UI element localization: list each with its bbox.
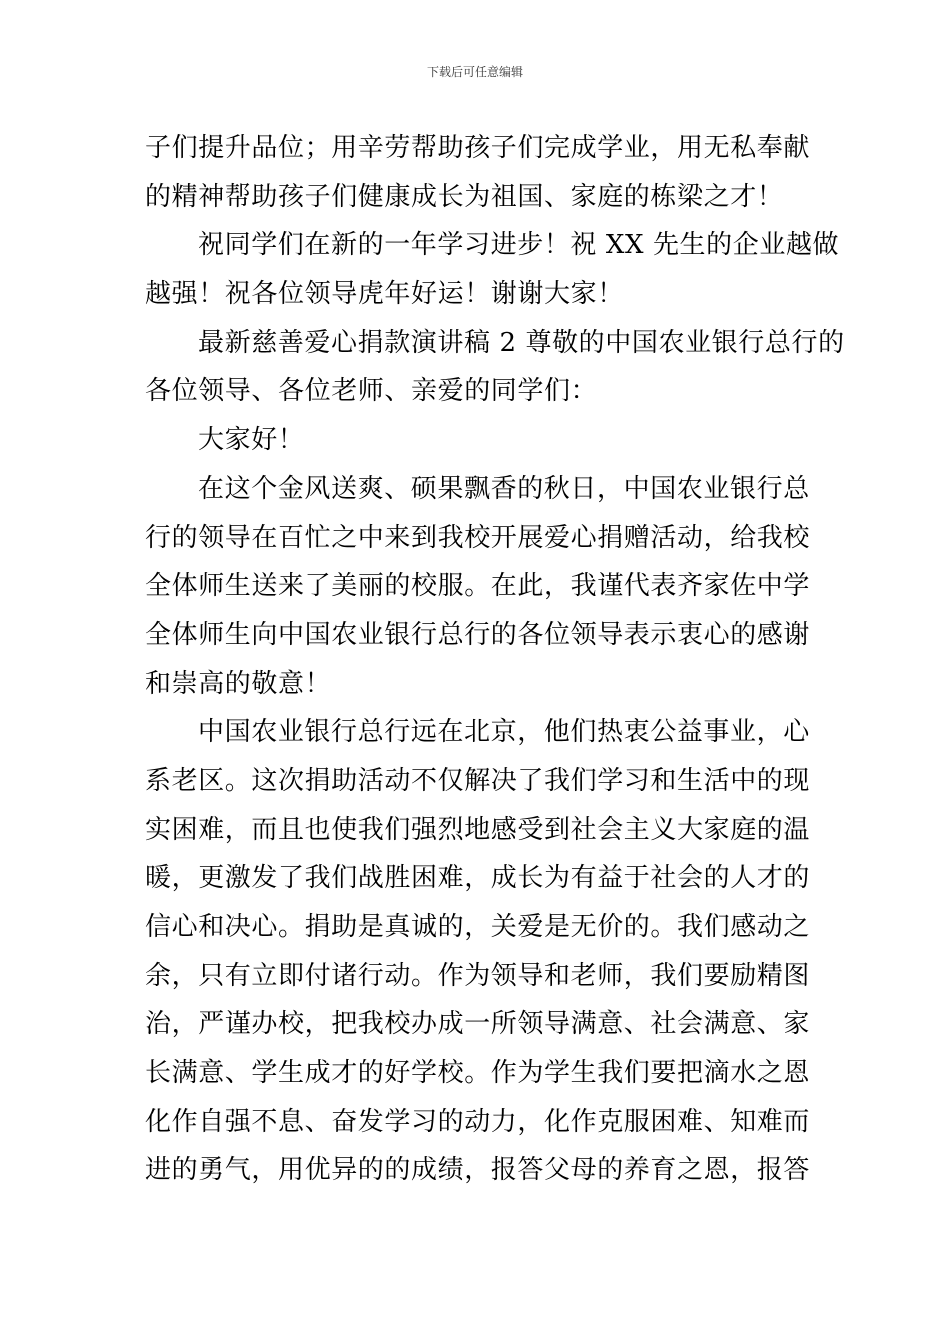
text-line: 的精神帮助孩子们健康成长为祖国、家庭的栋梁之才！ bbox=[145, 181, 784, 212]
text-line: 子们提升品位；用辛劳帮助孩子们完成学业，用无私奉献 bbox=[145, 133, 811, 163]
text-line: 长满意、学生成才的好学校。作为学生我们要把滴水之恩 bbox=[145, 1058, 811, 1089]
text-line: 治，严谨办校，把我校办成一所领导满意、社会满意、家 bbox=[145, 1009, 811, 1040]
text-line: 进的勇气，用优异的的成绩，报答父母的养育之恩，报答 bbox=[145, 1155, 811, 1186]
text-line: 实困难，而且也使我们强烈地感受到社会主义大家庭的温 bbox=[145, 814, 811, 845]
text-line: 全体师生送来了美丽的校服。在此，我谨代表齐家佐中学 bbox=[145, 571, 811, 602]
text-line: 全体师生向中国农业银行总行的各位领导表示衷心的感谢 bbox=[145, 619, 811, 650]
text-line: 中国农业银行总行远在北京，他们热衷公益事业，心 bbox=[198, 717, 810, 748]
text-line: 祝同学们在新的一年学习进步！祝 XX 先生的企业越做 bbox=[198, 230, 840, 261]
text-line: 最新慈善爱心捐款演讲稿 2 尊敬的中国农业银行总行的 bbox=[198, 327, 845, 358]
text-line: 行的领导在百忙之中来到我校开展爱心捐赠活动，给我校 bbox=[145, 522, 811, 553]
text-line: 系老区。这次捐助活动不仅解决了我们学习和生活中的现 bbox=[145, 765, 811, 796]
text-line: 在这个金风送爽、硕果飘香的秋日，中国农业银行总 bbox=[198, 473, 810, 504]
text-line: 大家好！ bbox=[198, 425, 305, 456]
text-line: 越强！祝各位领导虎年好运！谢谢大家！ bbox=[145, 279, 624, 310]
text-line: 化作自强不息、奋发学习的动力，化作克服困难、知难而 bbox=[145, 1106, 811, 1137]
text-line: 和崇高的敬意！ bbox=[145, 668, 332, 699]
text-line: 各位领导、各位老师、亲爱的同学们： bbox=[145, 376, 598, 407]
text-line: 暖，更激发了我们战胜困难，成长为有益于社会的人才的 bbox=[145, 863, 811, 894]
page-header: 下载后可任意编辑 bbox=[426, 65, 523, 79]
text-line: 余，只有立即付诸行动。作为领导和老师，我们要励精图 bbox=[145, 960, 811, 991]
document-body bbox=[145, 124, 845, 1195]
text-line: 信心和决心。捐助是真诚的，关爱是无价的。我们感动之 bbox=[145, 912, 811, 942]
